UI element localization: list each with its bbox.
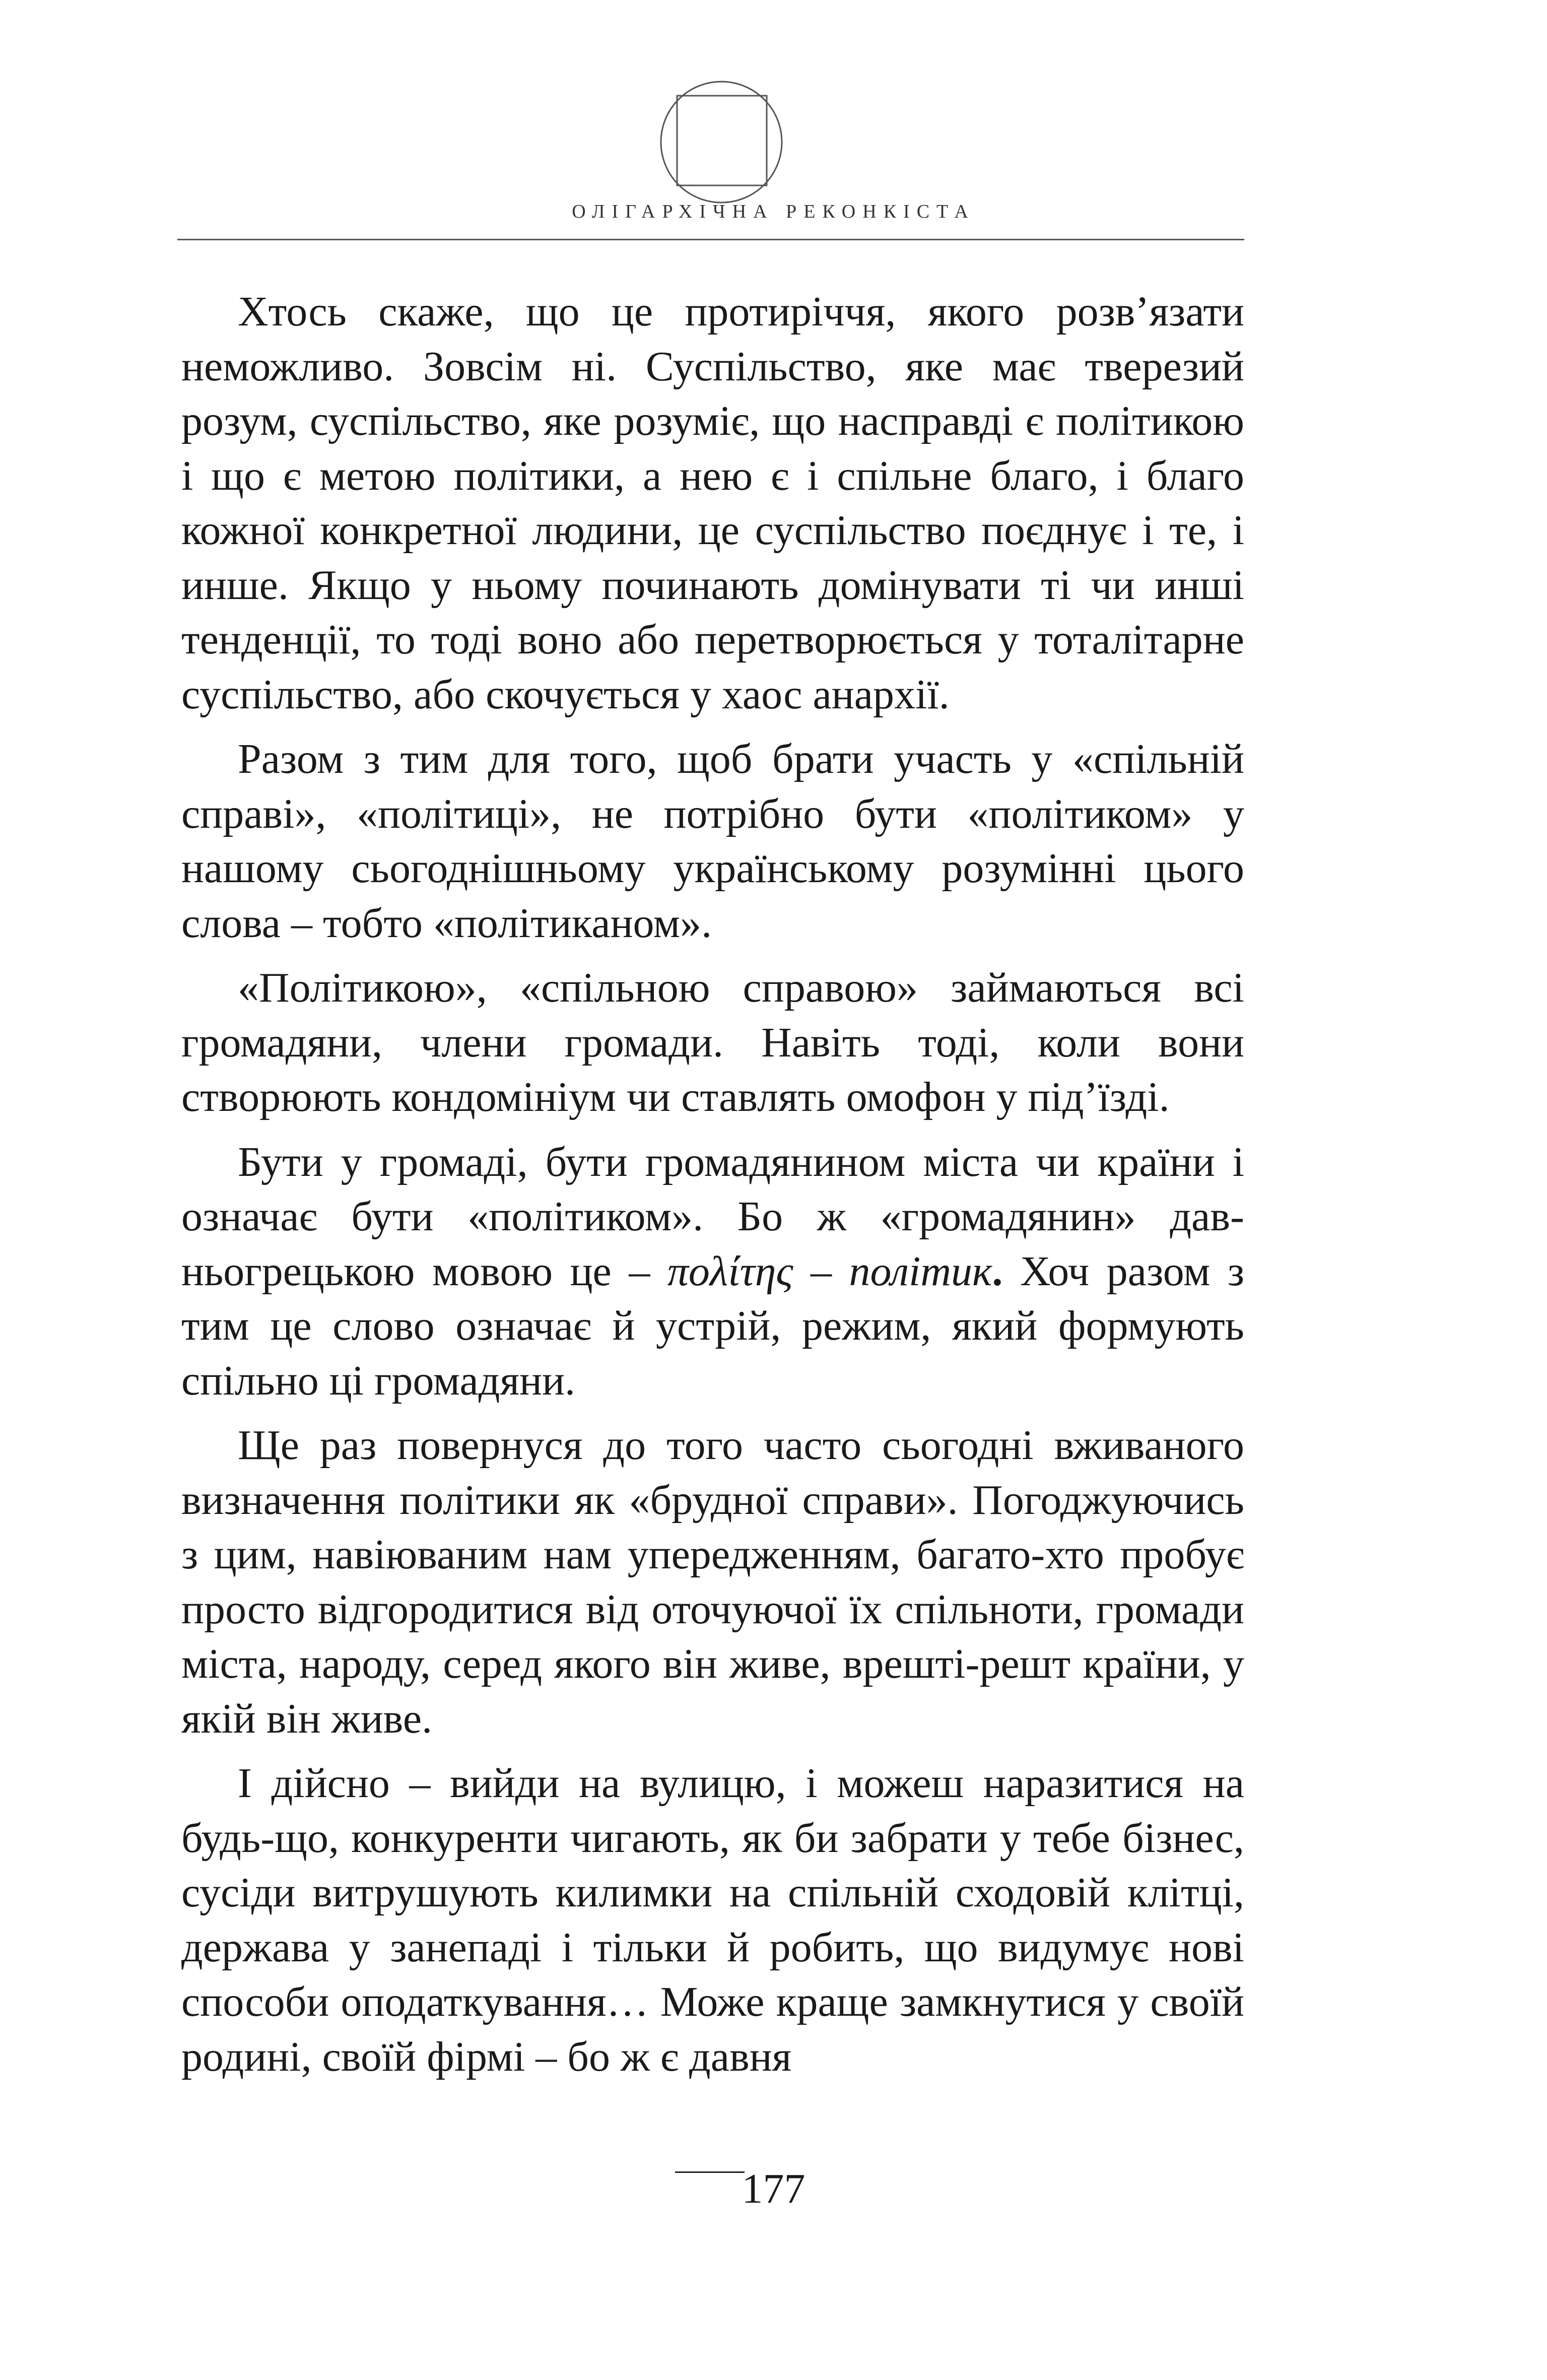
header-rule: [177, 239, 1244, 240]
paragraph: Ще раз повернуся до того часто сьогодні вживаного визначення політики як «брудної справи». Погоджуючись з цим, навіюваним нам упередженням, багато-хто пробує просто відгородитися від оточуючої їх спільноти, громади міста, народу, серед якого він живе, врешті-решт країни, у якій він живе.: [181, 1422, 1244, 1742]
paragraph: Разом з тим для того, щоб брати участь у «спільній справі», «політиці», не потрібно бути «політиком» у нашому сьогоднішньому українському розумінні цього слова – тобто «політиканом».: [181, 736, 1244, 947]
paragraph: [181, 1135, 1244, 1409]
paragraph: І дійсно – вийди на вулицю, і можеш наразитися на будь-що, конкуренти чигають, як би забрати у тебе бізнес, сусіди витрушують килимки на спільній сходовій клітці, держава у занепаді і тільки й робить, що видумує нові способи оподаткування… Може краще замкнутися у своїй родині, своїй фірмі – бо ж є давня: [181, 1760, 1244, 2080]
term-period: .: [992, 1247, 1003, 1295]
paragraph-text: Хоч разом з тим це слово означає й устрій, режим, який формують спільно ці громадяни.: [181, 1247, 1245, 1404]
body-text: [181, 285, 1244, 2094]
greek-term: πολίτης – політик: [667, 1247, 992, 1295]
paragraph: Хтось скаже, що це протиріччя, якого розв’язати неможливо. Зовсім ні. Суспільство, яке має тверезий розум, суспільство, яке розуміє, що насправді є політикою і що є метою політики, а нею є і спільне благо, і благо кожної конкретної людини, це суспільство поєднує і те, і инше. Якщо у ньому починають домінувати ті чи инші тенденції, то тоді воно або перетворюється у тоталітарне суспільство, або скочується у хаос анархії.: [181, 288, 1244, 718]
page-number: 177: [742, 2165, 805, 2212]
paragraph: «Політикою», «спільною справою» займаються всі громадяни, члени громади. Навіть тоді, коли вони створюють кондомініум чи ставлять омофон у під’їзді.: [181, 964, 1244, 1120]
paragraph-text: Бути у громаді, бути громадянином міста чи країни і означає бути «політиком». Бо ж «громадянин» давньогрецькою мовою це –: [181, 1138, 1244, 1295]
circle-square-emblem-icon: [655, 76, 788, 209]
running-head: ОЛІГАРХІЧНА РЕКОНКІСТА: [572, 201, 975, 222]
